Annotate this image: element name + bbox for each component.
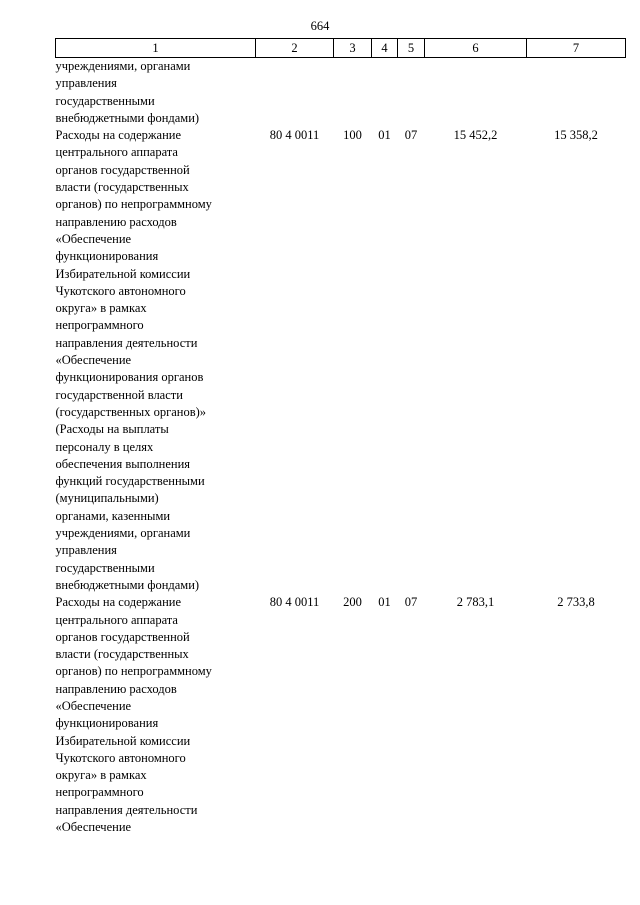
vr-cell: 200 <box>343 595 362 610</box>
code-cell: 80 4 0011 <box>269 595 320 610</box>
description-line: Чукотского автономного <box>55 750 186 765</box>
description-line: учреждениями, органами <box>55 59 191 73</box>
description-line: (Расходы на выплаты <box>55 422 169 437</box>
description-line: округа» в рамках <box>55 301 147 316</box>
description-line: «Обеспечение <box>55 698 132 713</box>
description-line: органов) по непрограммному <box>55 197 212 212</box>
description-line: (муниципальными) <box>55 491 159 506</box>
description-line: Избирательной комиссии <box>55 266 191 281</box>
table-header <box>56 39 626 58</box>
column-header-6: 6 <box>425 39 527 58</box>
budget-table <box>55 38 626 836</box>
code-cell <box>256 58 334 128</box>
column-header-5: 5 <box>398 39 425 58</box>
column-header-2: 2 <box>256 39 334 58</box>
description-line: центрального аппарата <box>55 612 178 627</box>
table-row <box>56 594 626 836</box>
description-line: органов государственной <box>55 629 190 644</box>
column-header-1: 1 <box>56 39 256 58</box>
subsection-cell: 07 <box>404 595 418 610</box>
description-cell <box>56 594 256 836</box>
code-cell: 80 4 0011 <box>269 128 320 143</box>
description-line: управления <box>55 76 117 91</box>
sum-2025-cell: 2 783,1 <box>456 595 495 610</box>
description-line: Избирательной комиссии <box>55 733 191 748</box>
description-line: функционирования органов <box>55 370 204 385</box>
description-line: функционирования <box>55 716 159 731</box>
vr-cell: 100 <box>343 128 362 143</box>
table-row <box>56 127 626 594</box>
description-line: «Обеспечение <box>55 353 132 368</box>
column-header-4: 4 <box>372 39 398 58</box>
description-line: органов государственной <box>55 162 190 177</box>
page-number: 664 <box>310 19 330 33</box>
sum-2026-cell: 15 358,2 <box>554 128 598 143</box>
description-line: непрограммного <box>55 318 144 333</box>
description-line: органов) по непрограммному <box>55 664 212 679</box>
sum-2026-cell: 2 733,8 <box>557 595 595 610</box>
subsection-cell <box>398 58 425 128</box>
sum-2025-cell <box>425 58 527 128</box>
description-line: округа» в рамках <box>55 768 147 783</box>
description-line: (государственных органов)» <box>55 404 207 419</box>
header-row <box>56 39 626 58</box>
description-line: учреждениями, органами <box>55 526 191 541</box>
description-line: направления деятельности <box>55 335 198 350</box>
description-line: органами, казенными <box>55 508 171 523</box>
section-cell <box>372 58 398 128</box>
section-cell: 01 <box>378 128 391 143</box>
column-header-3: 3 <box>334 39 372 58</box>
table-row <box>56 58 626 128</box>
description-line: направлению расходов <box>55 214 177 229</box>
table-body <box>56 58 626 837</box>
description-line: направления деятельности <box>55 802 198 817</box>
description-line: власти (государственных <box>55 647 189 662</box>
description-line: власти (государственных <box>55 180 189 195</box>
description-line: направлению расходов <box>55 681 177 696</box>
description-line: Чукотского автономного <box>55 283 186 298</box>
description-line: Расходы на содержание <box>55 128 182 143</box>
description-cell <box>56 127 256 594</box>
description-cell <box>56 58 256 128</box>
section-cell: 01 <box>378 595 391 610</box>
description-line: «Обеспечение <box>55 820 132 835</box>
description-line: функций государственными <box>55 474 205 489</box>
description-line: внебюджетными фондами) <box>55 110 200 125</box>
vr-cell <box>334 58 372 128</box>
sum-2026-cell <box>527 58 626 128</box>
column-header-7: 7 <box>527 39 626 58</box>
description-line: обеспечения выполнения <box>55 456 191 471</box>
description-line: «Обеспечение <box>55 231 132 246</box>
description-line: государственной власти <box>55 387 183 402</box>
description-line: государственными <box>55 93 155 108</box>
description-line: непрограммного <box>55 785 144 800</box>
description-line: государственными <box>55 560 155 575</box>
description-line: внебюджетными фондами) <box>55 577 200 592</box>
description-line: персоналу в целях <box>55 439 154 454</box>
description-line: функционирования <box>55 249 159 264</box>
description-line: Расходы на содержание <box>55 595 182 610</box>
description-line: центрального аппарата <box>55 145 178 160</box>
sum-2025-cell: 15 452,2 <box>453 128 498 143</box>
subsection-cell: 07 <box>404 128 418 143</box>
description-line: управления <box>55 543 117 558</box>
